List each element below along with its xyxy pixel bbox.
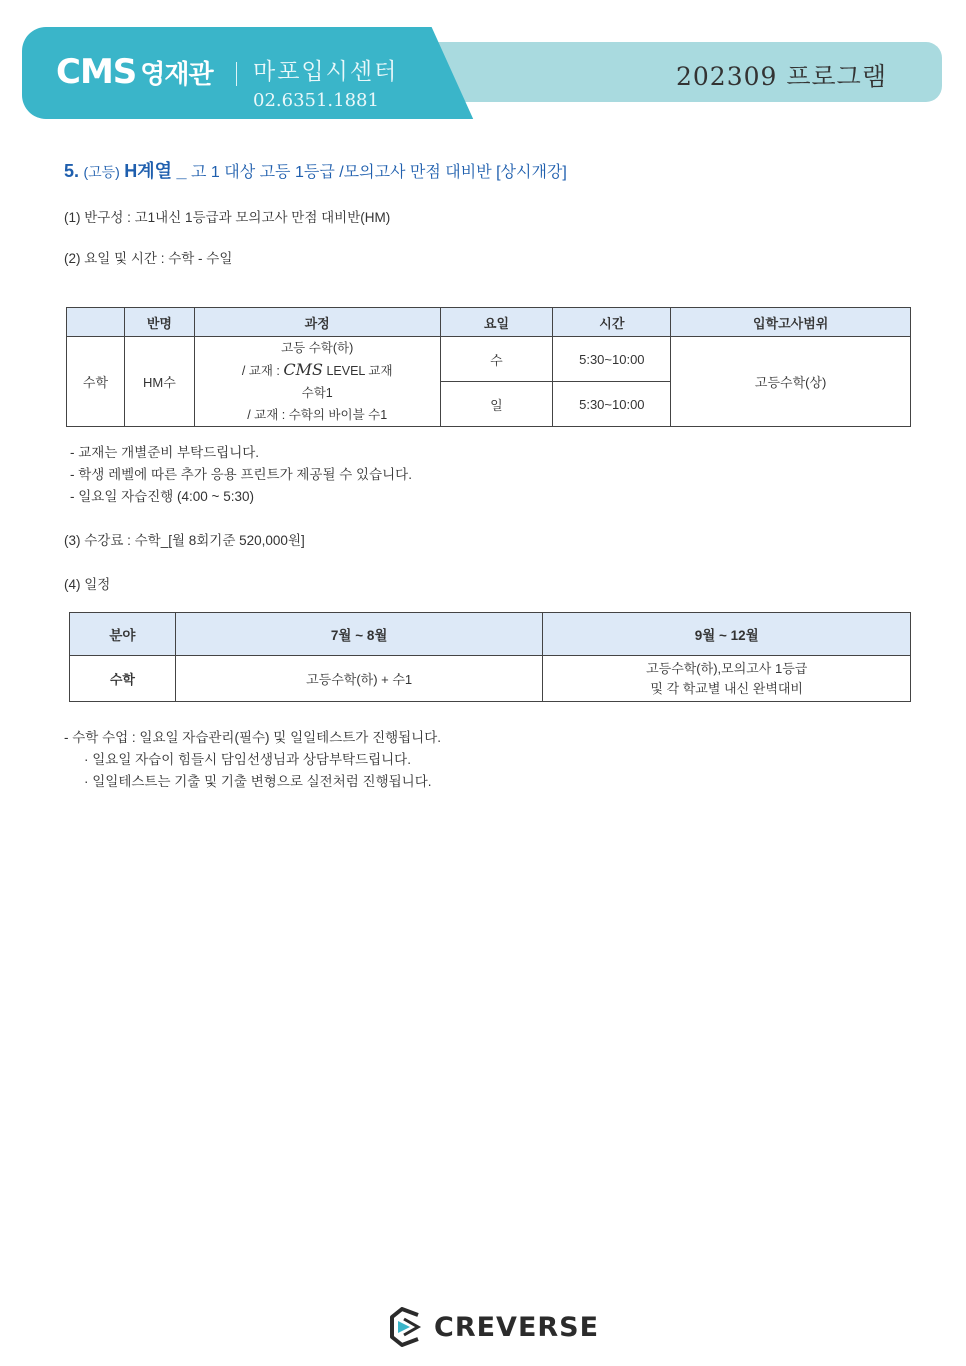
schedule-text: (2) 요일 및 시간 : 수학 - 수일 <box>64 251 233 266</box>
section-separator: _ <box>176 161 187 181</box>
center-phone: 02.6351.1881 <box>253 90 379 111</box>
header-cell-time: 시간 <box>553 308 671 337</box>
class-name-cell: HM수 <box>124 337 194 427</box>
footnote-sub: · 일일테스트는 기출 및 기출 변형으로 실전처럼 진행됩니다. <box>84 774 432 789</box>
composition-text: (1) 반구성 : 고1내신 1등급과 모의고사 만점 대비반(HM) <box>64 210 391 225</box>
cms-brand-mark: CMS <box>283 360 323 379</box>
plan-sep-dec-line-2: 및 각 학교별 내신 완벽대비 <box>650 680 803 696</box>
header-cell-entrance-range: 입학고사범위 <box>671 308 911 337</box>
header-cell-class-name: 반명 <box>124 308 194 337</box>
class-table-header <box>67 308 911 337</box>
course-line-1: 고등 수학(하) <box>281 341 354 355</box>
section-title <box>64 157 567 183</box>
section-series: H계열 <box>124 161 173 181</box>
entrance-range-cell: 고등수학(상) <box>671 337 911 427</box>
course-cell <box>194 337 440 427</box>
footnote-main: - 수학 수업 : 일요일 자습관리(필수) 및 일일테스트가 진행됩니다. <box>64 730 442 745</box>
time-cell: 5:30~10:00 <box>553 382 671 427</box>
cms-logo <box>56 52 213 92</box>
footnote-sub: · 일요일 자습이 힘들시 담임선생님과 상담부탁드립니다. <box>84 752 411 767</box>
course-line-3: 수학1 <box>301 386 333 400</box>
plan-sep-dec-line-1: 고등수학(하),모의고사 1등급 <box>646 660 808 676</box>
course-textbook-suffix: LEVEL 교재 <box>326 364 393 378</box>
header-cell-field: 분야 <box>70 613 176 656</box>
plan-table <box>69 612 911 702</box>
section-description: 고 1 대상 고등 1등급 /모의고사 만점 대비반 [상시개강] <box>191 164 567 181</box>
center-name: 마포입시센터 <box>253 59 399 85</box>
header-cell-day: 요일 <box>440 308 553 337</box>
course-textbook-prefix: / 교재 : <box>241 364 280 378</box>
section-number: 5. <box>64 161 80 181</box>
table-row <box>67 337 911 382</box>
day-cell: 일 <box>440 382 553 427</box>
subject-cell: 수학 <box>67 337 125 427</box>
course-line-2 <box>195 359 440 382</box>
footer-brand <box>388 1305 599 1349</box>
note-item: - 교재는 개별준비 부탁드립니다. <box>70 445 260 460</box>
section-level: (고등) <box>83 164 120 180</box>
day-cell: 수 <box>440 337 553 382</box>
plan-subject-cell: 수학 <box>70 656 176 702</box>
plan-jul-aug-cell: 고등수학(하) + 수1 <box>175 656 543 702</box>
creverse-logo-icon <box>388 1307 424 1347</box>
footer-brand-text: CREVERSE <box>434 1311 600 1343</box>
program-title: 202309 프로그램 <box>676 62 887 91</box>
class-table <box>66 307 911 427</box>
logo-kr: 영재관 <box>140 60 213 90</box>
header-cell-jul-aug: 7월 ~ 8월 <box>175 613 543 656</box>
table-row <box>70 656 911 702</box>
fee-text: (3) 수강료 : 수학_[월 8회기준 520,000원] <box>64 533 305 548</box>
header-cell-course: 과정 <box>194 308 440 337</box>
logo-en: CMS <box>56 52 137 92</box>
header-cell-empty <box>67 308 125 337</box>
note-item: - 학생 레벨에 따른 추가 응용 프린트가 제공될 수 있습니다. <box>70 467 412 482</box>
logo-divider <box>236 62 237 86</box>
plan-sep-dec-cell <box>543 656 911 702</box>
note-item: - 일요일 자습진행 (4:00 ~ 5:30) <box>70 489 254 504</box>
plan-table-header <box>70 613 911 656</box>
time-cell: 5:30~10:00 <box>553 337 671 382</box>
course-line-4: / 교재 : 수학의 바이블 수1 <box>247 408 388 422</box>
plan-heading: (4) 일정 <box>64 577 111 592</box>
header-cell-sep-dec: 9월 ~ 12월 <box>543 613 911 656</box>
